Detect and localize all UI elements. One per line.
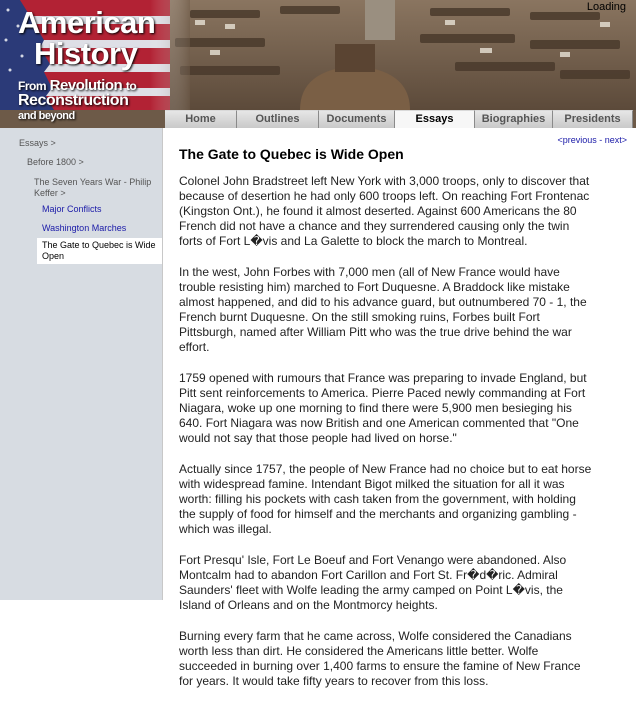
page-title: The Gate to Quebec is Wide Open: [179, 146, 404, 162]
tab-biographies[interactable]: Biographies: [475, 110, 553, 128]
pager-separator: -: [596, 135, 605, 145]
logo-text-history: History: [34, 36, 138, 71]
previous-link[interactable]: <previous: [557, 135, 597, 145]
sidebar-crumb-before-1800[interactable]: Before 1800 >: [27, 157, 84, 167]
main-content: [162, 128, 636, 688]
pager: [557, 135, 627, 145]
tab-home[interactable]: Home: [165, 110, 237, 128]
article-paragraph: Colonel John Bradstreet left New York with 3,000 troops, only to discover that because of desertion he had only 600 troops left. On reaching Fort Frontenac (Kingston Ont.), he found it almost deserted. Against 600 Americans the 80 French did not have a chance and they surrendered causing only the twin forts of Fort L�vis and La Galette to block the march to Montreal.: [179, 174, 590, 248]
article-body: [179, 174, 595, 705]
article-paragraph: 1759 opened with rumours that France was preparing to invade England, but Pitt sent reinforcements to America. Pierre Paced newly commanding at Fort Niagara, woke up one morning to find there were 5,900 men besieging his 640. Fort Niagara was now British and one American commented that "One would not say that those people had lived on horse.": [179, 371, 587, 445]
article-paragraph: Actually since 1757, the people of New France had no choice but to eat horse with widespread famine. Intendant Bigot milked the situation for all it was worth: filling his pockets with cash taken from the government, with holding the supply of food for himself and the merchants and organizing gambling - which was illegal.: [179, 462, 592, 536]
site-header: [0, 0, 636, 128]
tab-essays[interactable]: Essays: [395, 110, 475, 129]
sidebar-item-washington-marches[interactable]: Washington Marches: [42, 223, 127, 233]
tab-presidents[interactable]: Presidents: [553, 110, 633, 128]
sidebar-item-current-page: The Gate to Quebec is Wide Open: [37, 238, 162, 264]
main-nav-tabs: [165, 110, 636, 128]
tab-outlines[interactable]: Outlines: [237, 110, 319, 128]
logo-text-revolution: Revolution: [49, 77, 123, 94]
article-paragraph: Fort Presqu' Isle, Fort Le Boeuf and Fort Venango were abandoned. Also Montcalm had to abandon Fort Carillon and Fort St. Fr�d�ric. Admiral Saunders' fleet with Wolfe leading the army camped on Point L�vis, the Island of Orleans and on the Montmorcy heights.: [179, 553, 567, 612]
article-paragraph: Burning every farm that he came across, Wolfe considered the Canadians worth less than dirt. He considered the Americans little better. Wolfe succeeded in burning over 1,400 farms to ensure the famine of New France for years. It would take fifty years to recover from this loss.: [179, 629, 581, 688]
site-logo[interactable]: [0, 0, 165, 128]
loading-indicator: Loading: [586, 1, 626, 13]
next-link[interactable]: next>: [604, 135, 627, 145]
logo-text-reconstruction: Reconstruction: [18, 92, 129, 109]
article-paragraph: In the west, John Forbes with 7,000 men (all of New France would have trouble resisting him) marched to Fort Duquesne. A Braddock like mistake almost happened, and did to his advance guard, but outnumbered 70 - 1, the French burnt Duquesne. On the still smoking ruins, Forbes built Fort Pittsburgh, named after William Pitt who was the true drive behind the war effort.: [179, 265, 587, 354]
logo-text-american: American: [18, 5, 156, 40]
sidebar-crumb-essays[interactable]: Essays >: [19, 138, 56, 148]
logo-text-and-beyond: and beyond: [18, 110, 75, 122]
tab-documents[interactable]: Documents: [319, 110, 395, 128]
logo-text-from: From: [18, 79, 46, 93]
sidebar-crumb-seven-years-war[interactable]: The Seven Years War - Philip Keffer >: [34, 177, 152, 198]
logo-text-to: to: [125, 79, 137, 93]
sidebar-item-major-conflicts[interactable]: Major Conflicts: [42, 204, 102, 214]
sidebar-nav: [0, 128, 162, 600]
